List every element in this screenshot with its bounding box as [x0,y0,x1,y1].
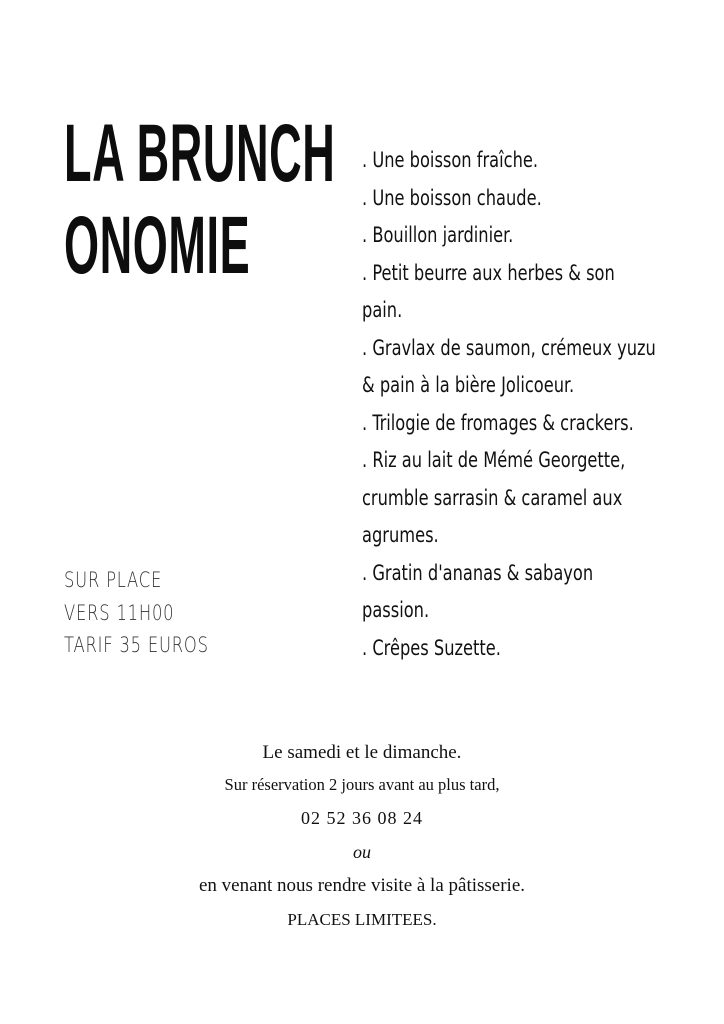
menu-line: . Une boisson chaude. [362,185,542,210]
menu-line: . Gratin d'ananas & sabayon [362,560,594,585]
booking-info [0,737,724,937]
service-time: VERS 11H00 [64,600,175,625]
menu-line: . Petit beurre aux herbes & son [362,260,615,285]
menu-line: pain. [362,298,403,322]
menu-line: crumble sarrasin & caramel aux [362,485,623,510]
booking-phone: 02 52 36 08 24 [301,808,423,828]
booking-or: ou [353,842,371,862]
booking-visit: en venant nous rendre visite à la pâtisserie. [198,875,526,896]
menu-line: . Gravlax de saumon, crémeux yuzu [362,335,656,360]
menu-line: & pain à la bière Jolicoeur. [362,373,575,397]
menu-line: . Riz au lait de Mémé Georgette, [362,448,626,472]
booking-reservation: Sur réservation 2 jours avant au plus tard, [224,775,500,794]
menu-line: . Trilogie de fromages & crackers. [362,410,634,435]
service-price: TARIF 35 EUROS [64,633,209,657]
page-title [64,108,335,292]
title-line-1: LA BRUNCH [64,108,336,199]
booking-days: Le samedi et le dimanche. [262,742,462,763]
menu-line: . Crêpes Suzette. [362,635,501,660]
title-line-2: ONOMIE [64,200,251,291]
service-place: SUR PLACE [64,568,163,592]
menu-list [362,142,692,667]
menu-list-inner [362,142,692,667]
menu-line: passion. [362,598,430,622]
menu-line: . Bouillon jardinier. [362,223,514,247]
booking-limited: PLACES LIMITEES. [287,910,437,929]
menu-line: agrumes. [362,523,439,547]
service-info [64,564,209,662]
menu-line: . Une boisson fraîche. [362,148,539,172]
